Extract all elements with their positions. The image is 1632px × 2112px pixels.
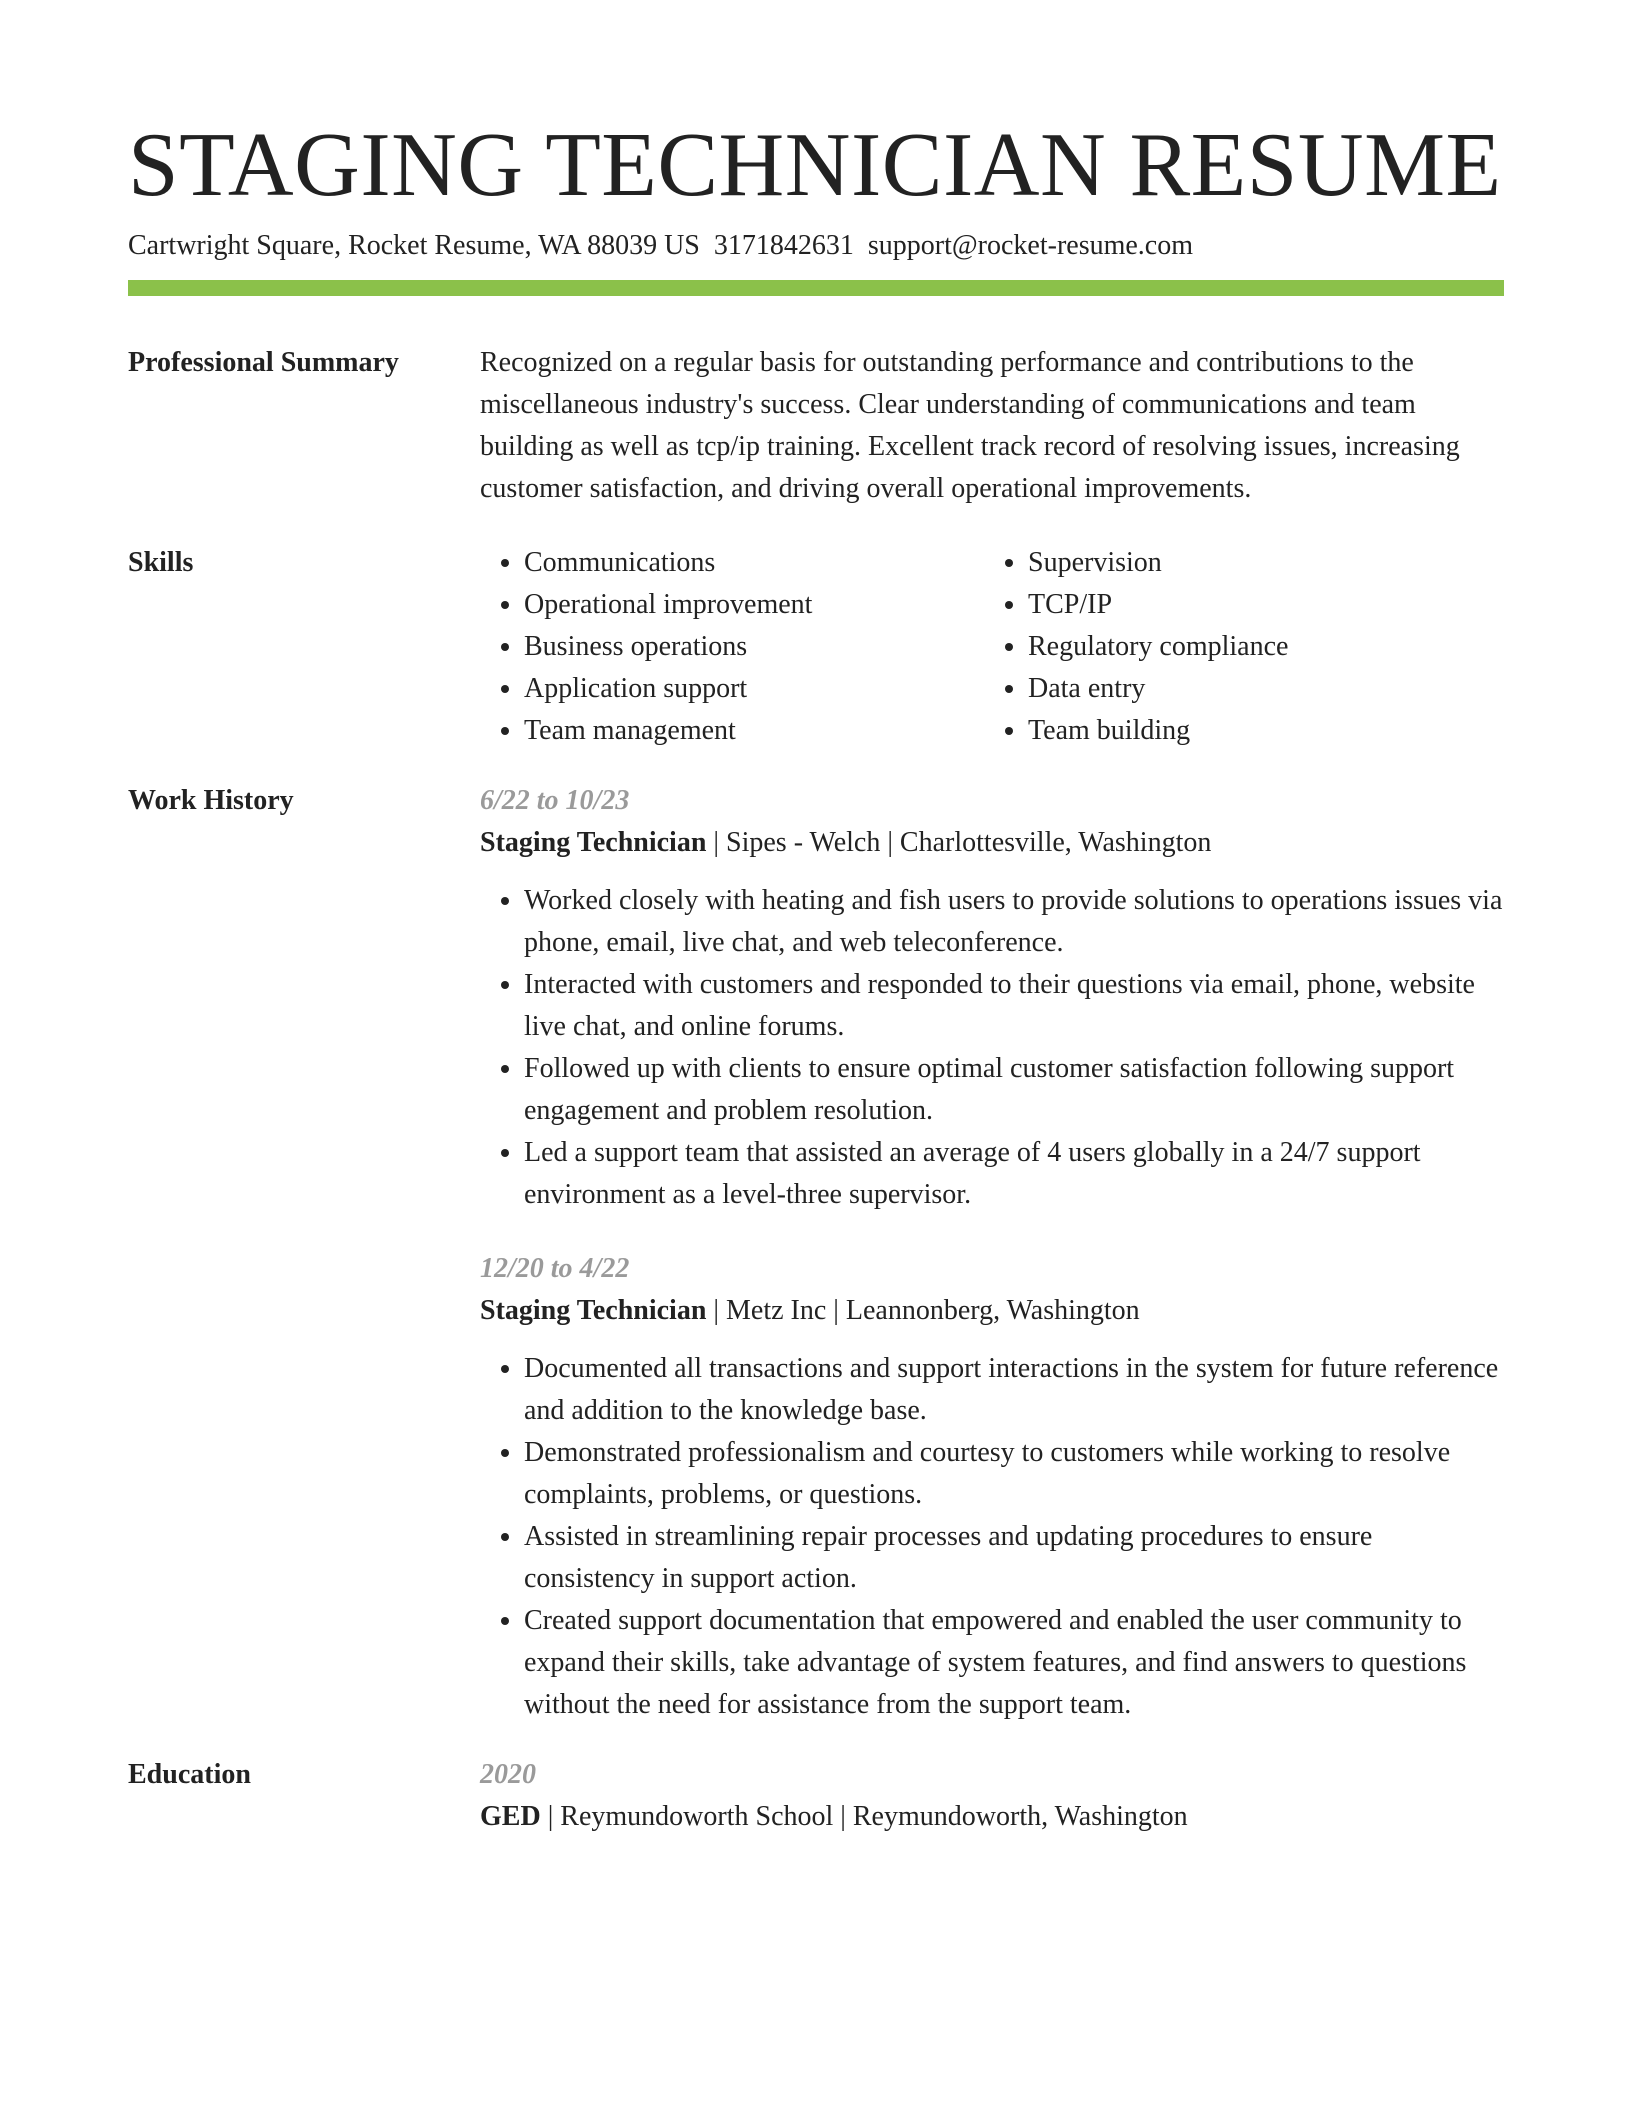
job-bullets [480,880,1504,1216]
skills-list-right [984,542,1488,752]
skill-item: • Team management [524,710,984,752]
skills-section [128,542,1504,752]
skill-item: • Operational improvement [524,584,984,626]
job-bullet: • Worked closely with heating and fish users to provide solutions to operations issues via phone, email, live chat, and web teleconference. [524,880,1504,964]
skill-item: • Application support [524,668,984,710]
job-bullet: • Followed up with clients to ensure optimal customer satisfaction following support engagement and problem resolution. [524,1048,1504,1132]
section-label: Professional Summary [128,347,399,379]
skill-item: • Regulatory compliance [1028,626,1488,668]
section-label: Work History [128,785,294,817]
summary-section [128,342,1504,510]
job-bullet: • Led a support team that assisted an average of 4 users globally in a 24/7 support environment as a level-three supervisor. [524,1132,1504,1216]
skill-item: • Communications [524,542,984,584]
summary-body [480,342,1504,510]
job-title: Staging Technician [480,1295,707,1327]
education-body [480,1754,1504,1838]
skill-item: • Business operations [524,626,984,668]
education-details: | Reymundoworth School | Reymundoworth, Washington [540,1801,1188,1833]
job-bullet: • Demonstrated professionalism and courtesy to customers while working to resolve complaints, problems, or questions. [524,1432,1504,1516]
summary-text: Recognized on a regular basis for outstanding performance and contributions to the miscellaneous industry's success. Clear understanding of communications and team building as well as tcp/ip training. Excellent track record of resolving issues, increasing customer satisfaction, and driving overall operational improvements. [480,347,1460,505]
job-bullets [480,1348,1504,1726]
job-heading [480,1290,1504,1332]
work-history-section [128,780,1504,1726]
email: support@rocket-resume.com [867,229,1194,261]
job-bullet: • Documented all transactions and support interactions in the system for future reference and addition to the knowledge base. [524,1348,1504,1432]
job-dates: 6/22 to 10/23 [480,785,630,817]
header-divider [128,280,1504,296]
job-title: Staging Technician [480,827,707,859]
work-history-body [480,780,1504,1726]
job-details: | Metz Inc | Leannonberg, Washington [706,1295,1140,1327]
job-entry [480,780,1504,1216]
section-label: Skills [128,547,194,579]
skill-item: • Supervision [1028,542,1488,584]
skills-body [480,542,1504,752]
education-section [128,1754,1504,1838]
job-dates: 12/20 to 4/22 [480,1253,630,1285]
skill-item: • TCP/IP [1028,584,1488,626]
address: Cartwright Square, Rocket Resume, WA 88039 US [128,229,700,261]
job-bullet: • Assisted in streamlining repair processes and updating procedures to ensure consistency in support action. [524,1516,1504,1600]
skill-item: • Data entry [1028,668,1488,710]
resume-title: STAGING TECHNICIAN RESUME [128,114,1502,215]
skills-columns [480,542,1504,752]
skill-item: • Team building [1028,710,1488,752]
contact-line [128,228,1504,264]
education-year: 2020 [480,1759,536,1791]
skills-list-left [480,542,984,752]
job-bullet: • Created support documentation that empowered and enabled the user community to expand their skills, take advantage of system features, and find answers to questions without the need for assistance from the support team. [524,1600,1504,1726]
education-heading [480,1796,1504,1838]
section-label: Education [128,1759,251,1791]
phone: 3171842631 [713,229,854,261]
job-entry [480,1248,1504,1726]
job-heading [480,822,1504,864]
job-bullet: • Interacted with customers and responded to their questions via email, phone, website live chat, and online forums. [524,964,1504,1048]
job-details: | Sipes - Welch | Charlottesville, Washington [706,827,1212,859]
degree: GED [480,1801,541,1833]
